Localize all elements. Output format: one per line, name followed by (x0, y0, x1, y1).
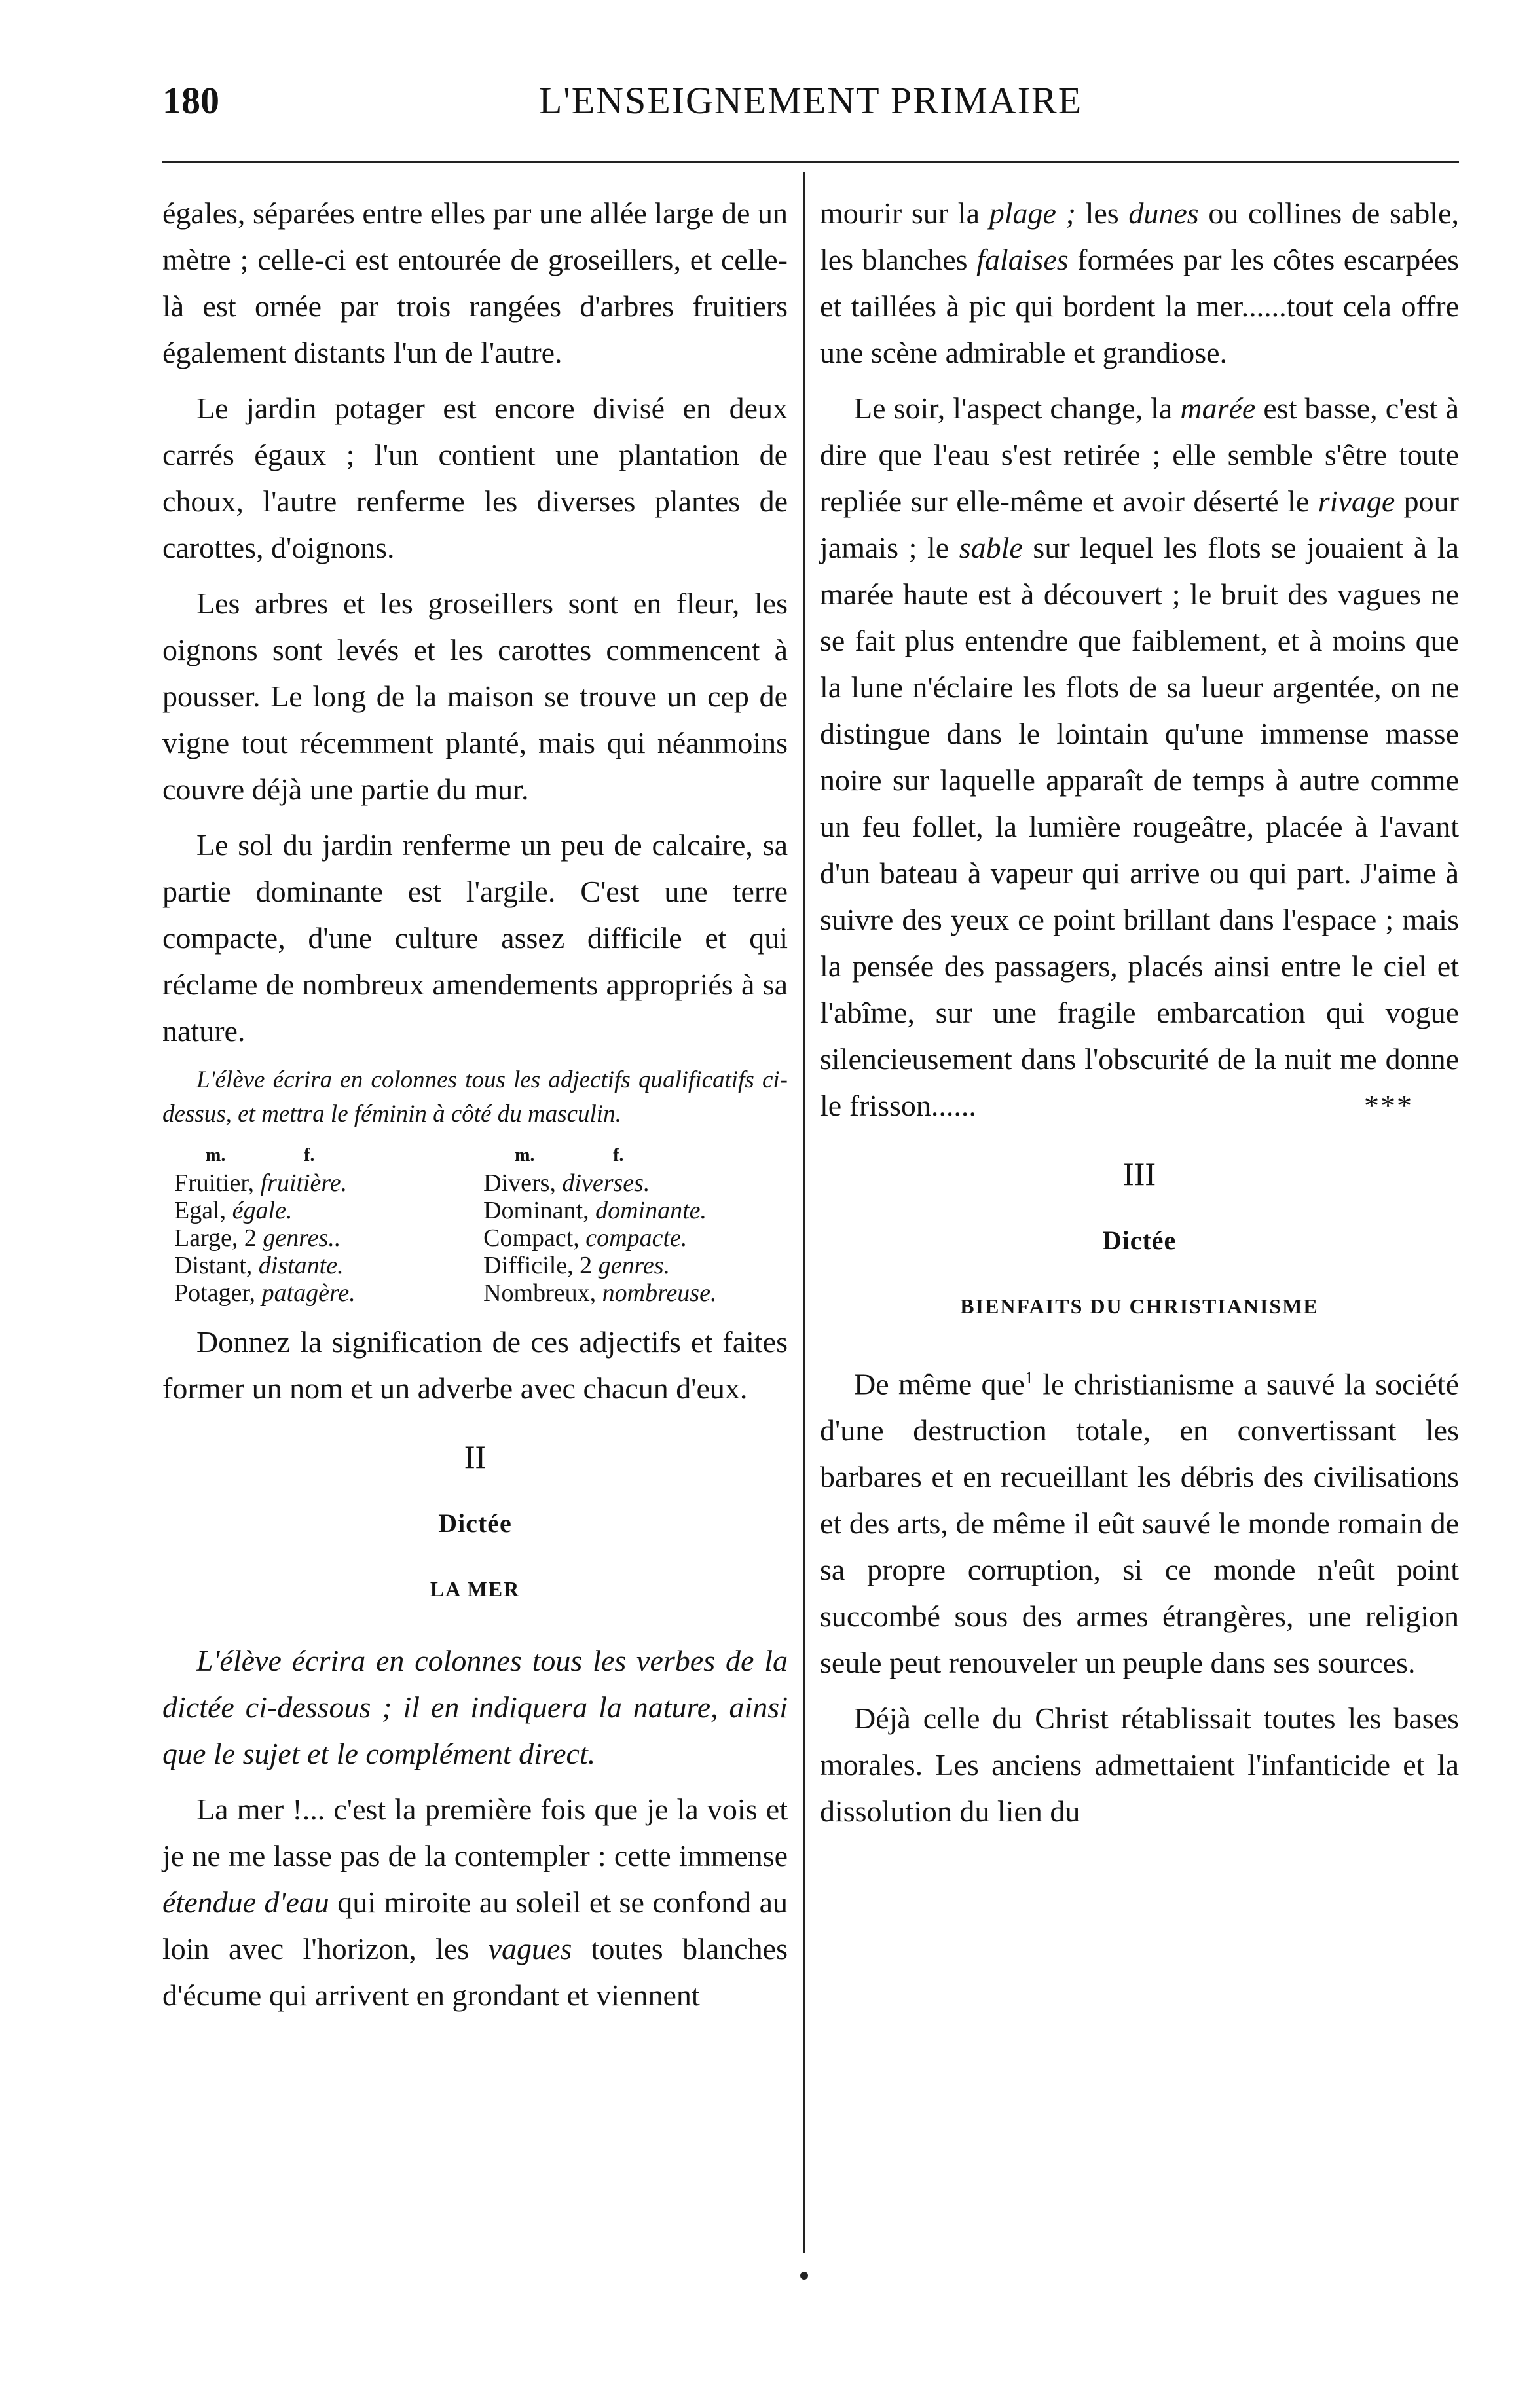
paragraph: Donnez la signification de ces adjectifs et faites former un nom et un adverbe avec chacun d'eux. (162, 1325, 788, 1405)
italic-word: rivage (1318, 484, 1395, 518)
feminine-header: f. (304, 1145, 315, 1165)
italic-word: plage ; (989, 196, 1076, 230)
italic-word: étendue d'eau (162, 1886, 329, 1919)
header-rule (162, 161, 1459, 163)
feminine-form: distante. (258, 1252, 344, 1279)
page-number: 180 (162, 79, 219, 122)
masculine-form: Egal, (174, 1197, 227, 1224)
running-title: L'ENSEIGNEMENT PRIMAIRE (538, 79, 1083, 122)
italic-word: marée (1180, 392, 1256, 425)
exercise-instruction: L'élève écrira en colonnes tous les verbes de la dictée ci-dessous ; il en indiquera la nature, ainsi que le sujet et le complément direct. (162, 1644, 788, 1770)
paragraph: Déjà celle du Christ rétablissait toutes les bases morales. Les anciens admettaient l'infanticide et la dissolution du lien du (820, 1702, 1459, 1829)
text-run: toutes blanches d'écume qui arrivent en grondant et viennent (162, 1932, 788, 2012)
paragraph (820, 190, 1459, 376)
masculine-header: m. (515, 1145, 535, 1165)
masculine-header: m. (206, 1145, 226, 1165)
text-run: est basse, c'est à dire que l'eau s'est retirée ; elle semble s'être toute repliée sur elle-même et avoir déserté le (820, 392, 1459, 518)
italic-word: vagues (488, 1932, 572, 1965)
exercise-note: L'élève écrira en colonnes tous les adjectifs qualificatifs ci-dessus, et mettra le féminin à côté du masculin. (162, 1067, 788, 1127)
paragraph: égales, séparées entre elles par une allée large de un mètre ; celle-ci est entourée de groseillers, et celle-là est ornée par trois rangées d'arbres fruitiers également distants l'un de l'autre. (162, 196, 788, 369)
feminine-form: genres. (598, 1252, 671, 1279)
italic-word: sable (959, 531, 1023, 564)
section-title: Dictée (1102, 1226, 1177, 1255)
text-run: les (1075, 196, 1129, 230)
footnote-marker: 1 (1024, 1368, 1033, 1387)
italic-word: falaises (976, 243, 1069, 276)
adjective-table-header (162, 1142, 788, 1169)
paragraph: Le jardin potager est encore divisé en deux carrés égaux ; l'un contient une plantation de choux, l'autre renferme les diverses plantes de carottes, d'oignons. (162, 392, 788, 564)
right-column (820, 190, 1459, 1844)
feminine-header: f. (613, 1145, 624, 1165)
masculine-form: Compact, (483, 1224, 580, 1252)
section-number: II (464, 1438, 487, 1475)
text-run: sur lequel les flots se jouaient à la marée haute est à découvert ; le bruit des vagues ne se fait plus entendre que faiblement, et à moins que la lune n'éclaire les flots de sa lueur argentée, on ne distingue dans le lointain qu'une immense masse noire sur laquelle apparaît de temps à autre comme un feu follet, la lumière rougeâtre, placée à l'avant d'un bateau à vapeur qui arrive ou qui part. J'aime à suivre des yeux ce point brillant dans l'espace ; mais la pensée des passagers, placés ainsi entre le ciel et l'abîme, sur une fragile embarcation qui vogue silencieusement dans l'obscurité de la nuit me donne le frisson...... (820, 531, 1459, 1122)
section-number: III (1123, 1156, 1156, 1192)
section-subtitle: BIENFAITS DU CHRISTIANISME (960, 1294, 1319, 1318)
feminine-form: diverses. (562, 1169, 650, 1197)
text-run: pour jamais ; le (820, 484, 1459, 564)
feminine-form: fruitière. (260, 1169, 348, 1197)
text-run: mourir sur la (820, 196, 989, 230)
masculine-form: Difficile, 2 (483, 1252, 593, 1279)
masculine-form: Fruitier, (174, 1169, 254, 1197)
masculine-form: Nombreux, (483, 1279, 597, 1307)
masculine-form: Potager, (174, 1279, 256, 1307)
masculine-form: Large, 2 (174, 1224, 257, 1252)
feminine-form: genres.. (263, 1224, 341, 1252)
paragraph: Les arbres et les groseillers sont en fleur, les oignons sont levés et les carottes commencent à pousser. Le long de la maison se trouve un cep de vigne tout récemment planté, mais qui néanmoins couvre déjà une partie du mur. (162, 587, 788, 806)
section-title: Dictée (438, 1508, 512, 1538)
paragraph (162, 1786, 788, 2018)
table-row (162, 1252, 788, 1279)
table-row (162, 1197, 788, 1224)
table-row (162, 1224, 788, 1252)
feminine-form: patagère. (261, 1279, 356, 1307)
table-row (162, 1169, 788, 1197)
text-run: La mer !... c'est la première fois que je la vois et je ne me lasse pas de la contempler : cette immense (162, 1793, 788, 1872)
feminine-form: dominante. (595, 1197, 707, 1224)
table-row (162, 1279, 788, 1307)
section-separator-stars: *** (1364, 1089, 1413, 1122)
paragraph (820, 1355, 1459, 1686)
feminine-form: égale. (232, 1197, 293, 1224)
paragraph: Le sol du jardin renferme un peu de calcaire, sa partie dominante est l'argile. C'est une terre compacte, d'une culture assez difficile et qui réclame de nombreux amendements appropriés à sa nature. (162, 828, 788, 1048)
text-run: qui miroite au soleil et se confond au loin avec l'horizon, les (162, 1886, 788, 1965)
italic-word: dunes (1128, 196, 1199, 230)
adjective-table (162, 1142, 788, 1307)
left-column (162, 190, 788, 2028)
feminine-form: nombreuse. (602, 1279, 717, 1307)
paragraph (820, 385, 1459, 1129)
ink-dot (800, 2272, 808, 2280)
text-run: Le soir, l'aspect change, la (854, 392, 1181, 425)
page-header (162, 79, 1459, 137)
text-run: formées par les côtes escarpées et taillées à pic qui bordent la mer......tout cela offre une scène admirable et grandiose. (820, 243, 1459, 369)
text-run: le christianisme a sauvé la société d'une destruction totale, en convertissant les barbares et en recueillant les débris des civilisations et des arts, de même il eût sauvé le monde romain de sa propre corruption, si ce monde n'eût point succombé sous des armes étrangères, une religion seule peut renouveler un peuple dans ses sources. (820, 1367, 1459, 1680)
text-run: ou collines de sable, les blanches (820, 196, 1459, 276)
masculine-form: Distant, (174, 1252, 253, 1279)
masculine-form: Dominant, (483, 1197, 589, 1224)
text-run: De même que (854, 1367, 1025, 1401)
section-subtitle: LA MER (430, 1577, 521, 1601)
feminine-form: compacte. (585, 1224, 688, 1252)
masculine-form: Divers, (483, 1169, 556, 1197)
column-divider (803, 172, 805, 2253)
